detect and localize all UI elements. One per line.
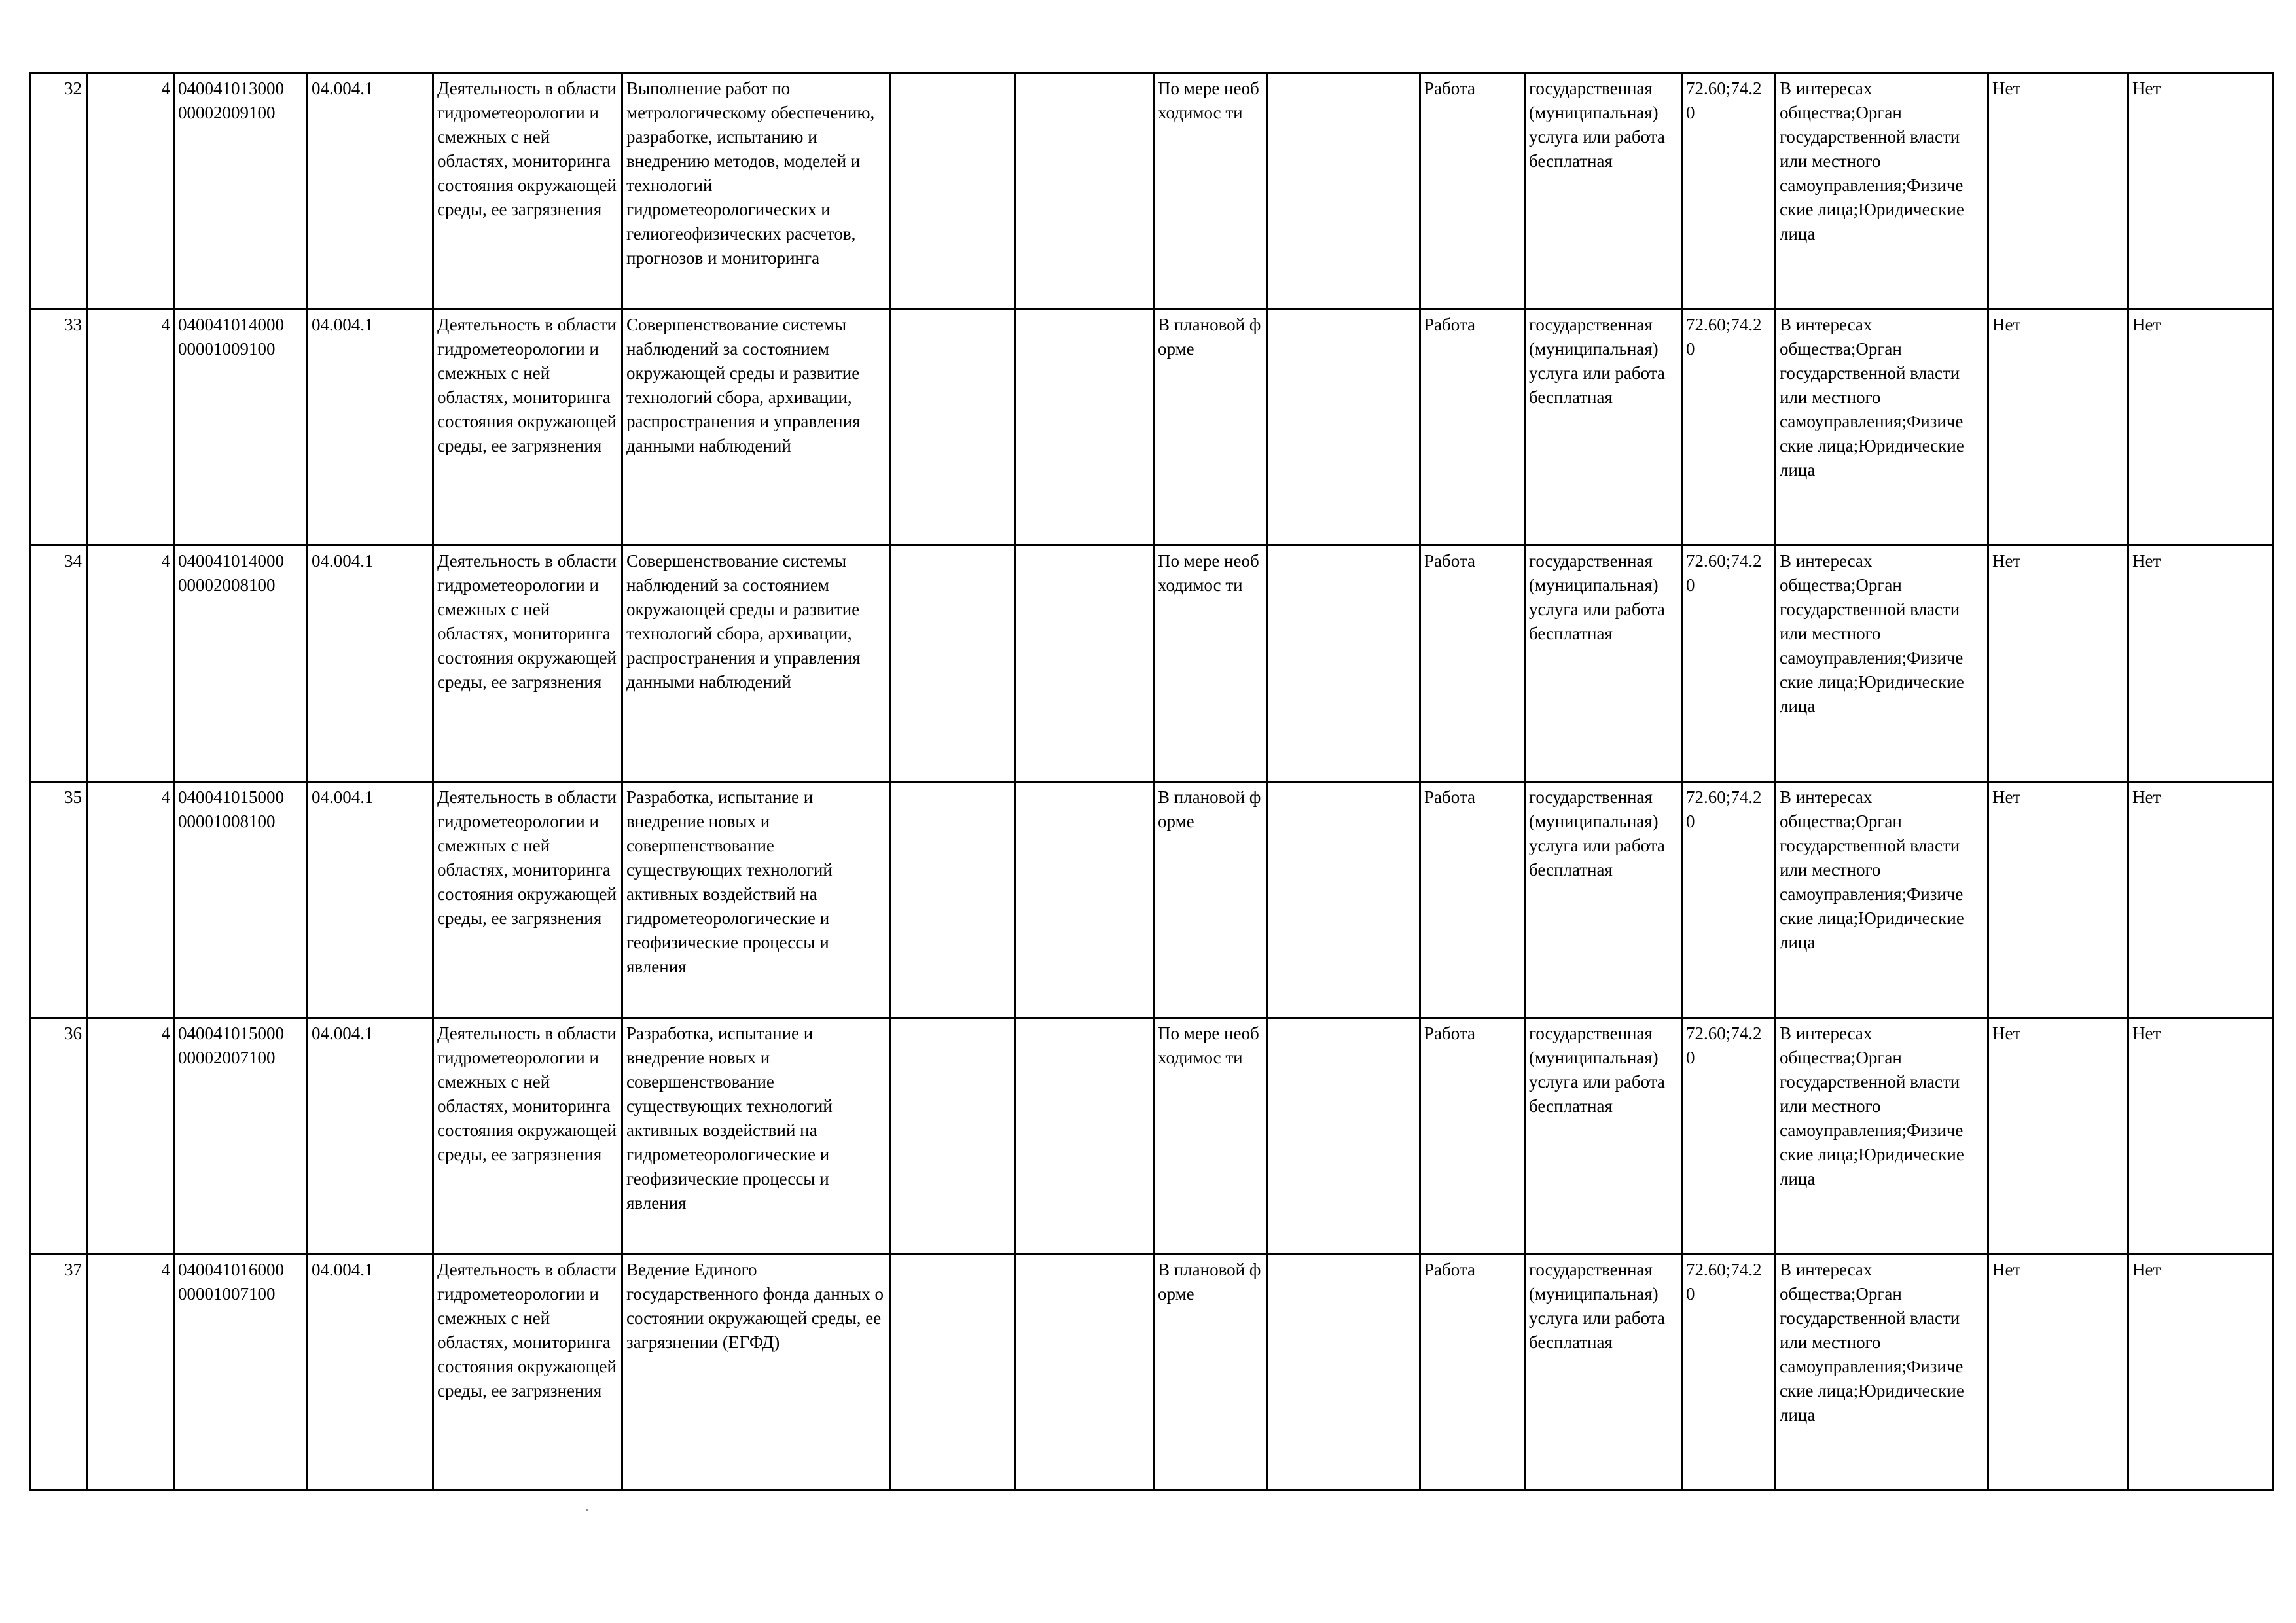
table-row [30, 310, 2274, 546]
type-cell: Работа [1420, 1255, 1525, 1491]
empty-cell [1016, 782, 1154, 1018]
okved-cell: 04.004.1 [308, 310, 433, 546]
payment-cell: государственная (муниципальная) услуга или работа бесплатная [1525, 310, 1682, 546]
level-cell: 4 [87, 546, 174, 782]
okved-codes-cell: 72.60;74.2 0 [1682, 782, 1776, 1018]
flag-cell: Нет [2128, 1018, 2274, 1255]
payment-cell: государственная (муниципальная) услуга или работа бесплатная [1525, 782, 1682, 1018]
empty-cell [890, 782, 1016, 1018]
work-name-cell: Выполнение работ по метрологическому обеспечению, разработке, испытанию и внедрению методов, моделей и технологий гидрометеорологических и гелиогеофизических расчетов, прогнозов и мониторинга [622, 73, 890, 310]
level-cell: 4 [87, 1018, 174, 1255]
registry-code-cell: 040041015000 00001008100 [174, 782, 308, 1018]
empty-cell [890, 73, 1016, 310]
payment-cell: государственная (муниципальная) услуга или работа бесплатная [1525, 1018, 1682, 1255]
flag-cell: Нет [1988, 1018, 2128, 1255]
empty-cell [1267, 73, 1420, 310]
level-cell: 4 [87, 310, 174, 546]
consumers-cell: В интересах общества;Орган государственной власти или местного самоуправления;Физиче ские лица;Юридические лица [1776, 1255, 1988, 1491]
frequency-cell: По мере необходимос ти [1154, 73, 1267, 310]
payment-cell: государственная (муниципальная) услуга или работа бесплатная [1525, 73, 1682, 310]
row-number-cell: 33 [30, 310, 87, 546]
flag-cell: Нет [1988, 73, 2128, 310]
okved-codes-cell: 72.60;74.2 0 [1682, 310, 1776, 546]
registry-code-cell: 040041014000 00002008100 [174, 546, 308, 782]
table-row [30, 73, 2274, 310]
empty-cell [890, 310, 1016, 546]
okved-codes-cell: 72.60;74.2 0 [1682, 546, 1776, 782]
row-number-cell: 35 [30, 782, 87, 1018]
registry-table [29, 72, 2274, 1491]
empty-cell [1267, 782, 1420, 1018]
table-row [30, 546, 2274, 782]
registry-code-cell: 040041014000 00001009100 [174, 310, 308, 546]
flag-cell: Нет [2128, 1255, 2274, 1491]
activity-cell: Деятельность в области гидрометеорологии и смежных с ней областях, мониторинга состояния окружающей среды, ее загрязнения [433, 310, 622, 546]
activity-cell: Деятельность в области гидрометеорологии и смежных с ней областях, мониторинга состояния окружающей среды, ее загрязнения [433, 546, 622, 782]
flag-cell: Нет [2128, 73, 2274, 310]
level-cell: 4 [87, 73, 174, 310]
row-number-cell: 34 [30, 546, 87, 782]
flag-cell: Нет [1988, 546, 2128, 782]
work-name-cell: Разработка, испытание и внедрение новых и совершенствование существующих технологий активных воздействий на гидрометеорологические и геофизические процессы и явления [622, 782, 890, 1018]
registry-table-body [30, 73, 2274, 1491]
okved-cell: 04.004.1 [308, 1255, 433, 1491]
consumers-cell: В интересах общества;Орган государственной власти или местного самоуправления;Физиче ские лица;Юридические лица [1776, 782, 1988, 1018]
frequency-cell: В плановой форме [1154, 310, 1267, 546]
type-cell: Работа [1420, 73, 1525, 310]
flag-cell: Нет [2128, 782, 2274, 1018]
empty-cell [1267, 1255, 1420, 1491]
payment-cell: государственная (муниципальная) услуга или работа бесплатная [1525, 1255, 1682, 1491]
empty-cell [1267, 1018, 1420, 1255]
table-row [30, 782, 2274, 1018]
table-row [30, 1255, 2274, 1491]
activity-cell: Деятельность в области гидрометеорологии и смежных с ней областях, мониторинга состояния окружающей среды, ее загрязнения [433, 1018, 622, 1255]
empty-cell [1016, 310, 1154, 546]
okved-cell: 04.004.1 [308, 73, 433, 310]
flag-cell: Нет [1988, 1255, 2128, 1491]
flag-cell: Нет [1988, 782, 2128, 1018]
activity-cell: Деятельность в области гидрометеорологии и смежных с ней областях, мониторинга состояния окружающей среды, ее загрязнения [433, 782, 622, 1018]
flag-cell: Нет [1988, 310, 2128, 546]
consumers-cell: В интересах общества;Орган государственной власти или местного самоуправления;Физиче ские лица;Юридические лица [1776, 546, 1988, 782]
work-name-cell: Совершенствование системы наблюдений за состоянием окружающей среды и развитие технологий сбора, архивации, распространения и управления данными наблюдений [622, 546, 890, 782]
consumers-cell: В интересах общества;Орган государственной власти или местного самоуправления;Физиче ские лица;Юридические лица [1776, 73, 1988, 310]
frequency-cell: По мере необходимос ти [1154, 546, 1267, 782]
row-number-cell: 36 [30, 1018, 87, 1255]
empty-cell [890, 546, 1016, 782]
flag-cell: Нет [2128, 310, 2274, 546]
consumers-cell: В интересах общества;Орган государственной власти или местного самоуправления;Физиче ские лица;Юридические лица [1776, 1018, 1988, 1255]
okved-codes-cell: 72.60;74.2 0 [1682, 1018, 1776, 1255]
okved-codes-cell: 72.60;74.2 0 [1682, 73, 1776, 310]
registry-code-cell: 040041015000 00002007100 [174, 1018, 308, 1255]
level-cell: 4 [87, 1255, 174, 1491]
empty-cell [1016, 546, 1154, 782]
type-cell: Работа [1420, 782, 1525, 1018]
frequency-cell: По мере необходимос ти [1154, 1018, 1267, 1255]
level-cell: 4 [87, 782, 174, 1018]
work-name-cell: Ведение Единого государственного фонда данных о состоянии окружающей среды, ее загрязнении (ЕГФД) [622, 1255, 890, 1491]
registry-code-cell: 040041013000 00002009100 [174, 73, 308, 310]
okved-cell: 04.004.1 [308, 782, 433, 1018]
frequency-cell: В плановой форме [1154, 782, 1267, 1018]
okved-cell: 04.004.1 [308, 546, 433, 782]
consumers-cell: В интересах общества;Орган государственной власти или местного самоуправления;Физиче ские лица;Юридические лица [1776, 310, 1988, 546]
scan-speck [586, 1509, 588, 1511]
flag-cell: Нет [2128, 546, 2274, 782]
type-cell: Работа [1420, 310, 1525, 546]
row-number-cell: 32 [30, 73, 87, 310]
okved-codes-cell: 72.60;74.2 0 [1682, 1255, 1776, 1491]
type-cell: Работа [1420, 546, 1525, 782]
empty-cell [1267, 310, 1420, 546]
activity-cell: Деятельность в области гидрометеорологии и смежных с ней областях, мониторинга состояния окружающей среды, ее загрязнения [433, 73, 622, 310]
empty-cell [1016, 1018, 1154, 1255]
row-number-cell: 37 [30, 1255, 87, 1491]
payment-cell: государственная (муниципальная) услуга или работа бесплатная [1525, 546, 1682, 782]
empty-cell [890, 1018, 1016, 1255]
frequency-cell: В плановой форме [1154, 1255, 1267, 1491]
empty-cell [1267, 546, 1420, 782]
work-name-cell: Разработка, испытание и внедрение новых и совершенствование существующих технологий активных воздействий на гидрометеорологические и геофизические процессы и явления [622, 1018, 890, 1255]
empty-cell [1016, 73, 1154, 310]
registry-code-cell: 040041016000 00001007100 [174, 1255, 308, 1491]
okved-cell: 04.004.1 [308, 1018, 433, 1255]
work-name-cell: Совершенствование системы наблюдений за состоянием окружающей среды и развитие технологий сбора, архивации, распространения и управления данными наблюдений [622, 310, 890, 546]
empty-cell [890, 1255, 1016, 1491]
empty-cell [1016, 1255, 1154, 1491]
activity-cell: Деятельность в области гидрометеорологии и смежных с ней областях, мониторинга состояния окружающей среды, ее загрязнения [433, 1255, 622, 1491]
table-row [30, 1018, 2274, 1255]
type-cell: Работа [1420, 1018, 1525, 1255]
